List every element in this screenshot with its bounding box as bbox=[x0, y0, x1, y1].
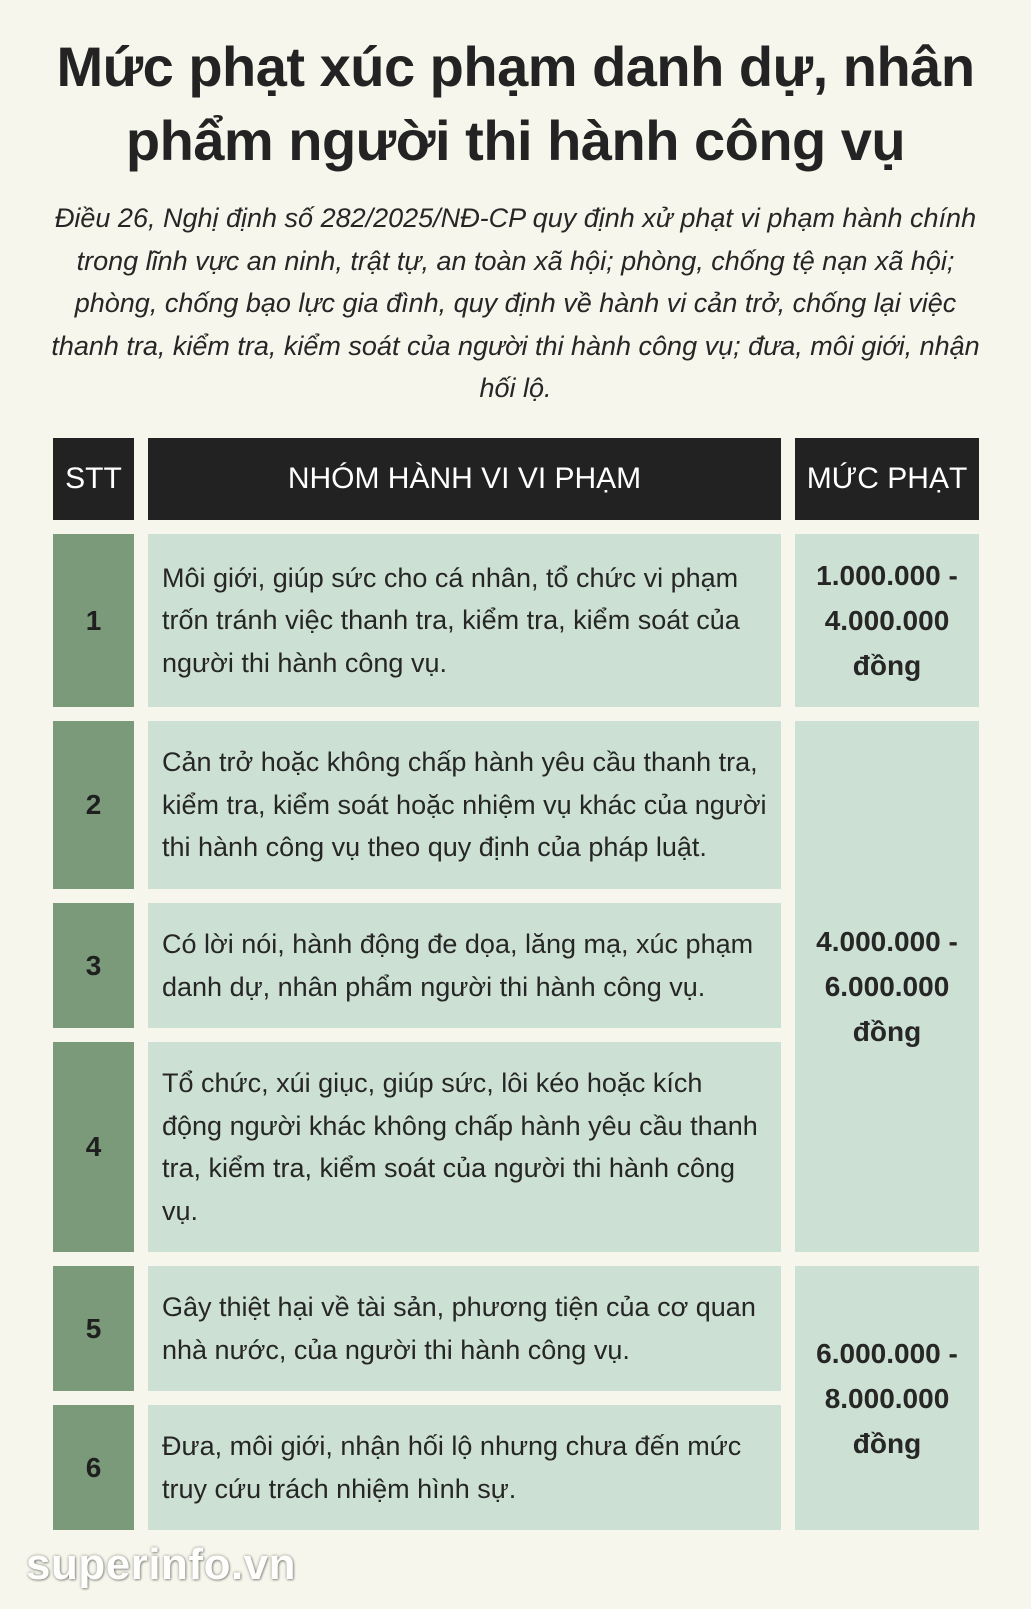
row-4-description-text: Tổ chức, xúi giục, giúp sức, lôi kéo hoặc kích động người khác không chấp hành yêu cầu thanh tra, kiểm tra, kiểm soát của người thi hành công vụ. bbox=[162, 1068, 758, 1226]
row-6-description-text: Đưa, môi giới, nhận hối lộ nhưng chưa đến mức truy cứu trách nhiệm hình sự. bbox=[162, 1431, 742, 1504]
row-6-description bbox=[148, 1405, 781, 1530]
row-1-description bbox=[148, 534, 781, 707]
page-subtitle: Điều 26, Nghị định số 282/2025/NĐ-CP quy định xử phạt vi phạm hành chính trong lĩnh vực an ninh, trật tự, an toàn xã hội; phòng, chống tệ nạn xã hội; phòng, chống bạo lực gia đình, quy định về hành vi cản trở, chống lại việc thanh tra, kiểm tra, kiểm soát của người thi hành công vụ; đưa, môi giới, nhận hối lộ. bbox=[51, 203, 980, 403]
fine-3-text: 6.000.000 - 8.000.000 đồng bbox=[816, 1337, 958, 1459]
row-6-stt: 6 bbox=[53, 1405, 134, 1530]
fine-3 bbox=[795, 1266, 979, 1530]
watermark-logo: superinfo.vn bbox=[26, 1540, 297, 1589]
row-2-description-text: Cản trở hoặc không chấp hành yêu cầu thanh tra, kiểm tra, kiểm soát hoặc nhiệm vụ khác của người thi hành công vụ theo quy định của pháp luật. bbox=[162, 747, 767, 863]
fine-2-text: 4.000.000 - 6.000.000 đồng bbox=[816, 926, 958, 1047]
fine-1 bbox=[795, 534, 979, 707]
row-5-stt: 5 bbox=[53, 1266, 134, 1391]
fine-2 bbox=[795, 721, 979, 1252]
row-1-description-text: Môi giới, giúp sức cho cá nhân, tổ chức vi phạm trốn tránh việc thanh tra, kiểm tra, kiểm soát của người thi hành công vụ. bbox=[162, 562, 740, 678]
page-title: Mức phạt xúc phạm danh dự, nhân phẩm người thi hành công vụ bbox=[56, 35, 975, 172]
row-3-description-text: Có lời nói, hành động đe dọa, lăng mạ, xúc phạm danh dự, nhân phẩm người thi hành công vụ. bbox=[162, 929, 754, 1002]
row-2-description bbox=[148, 721, 781, 889]
row-1-stt: 1 bbox=[53, 534, 134, 707]
row-4-description bbox=[148, 1042, 781, 1252]
row-5-description-text: Gây thiệt hại về tài sản, phương tiện của cơ quan nhà nước, của người thi hành công vụ. bbox=[162, 1292, 756, 1365]
header-violation-group: NHÓM HÀNH VI VI PHẠM bbox=[148, 438, 781, 520]
header-fine: MỨC PHẠT bbox=[795, 438, 979, 520]
row-3-description bbox=[148, 903, 781, 1028]
fine-1-text: 1.000.000 - 4.000.000 đồng bbox=[816, 560, 958, 681]
row-2-stt: 2 bbox=[53, 721, 134, 889]
row-3-stt: 3 bbox=[53, 903, 134, 1028]
row-4-stt: 4 bbox=[53, 1042, 134, 1252]
header-stt: STT bbox=[53, 438, 134, 520]
row-5-description bbox=[148, 1266, 781, 1391]
